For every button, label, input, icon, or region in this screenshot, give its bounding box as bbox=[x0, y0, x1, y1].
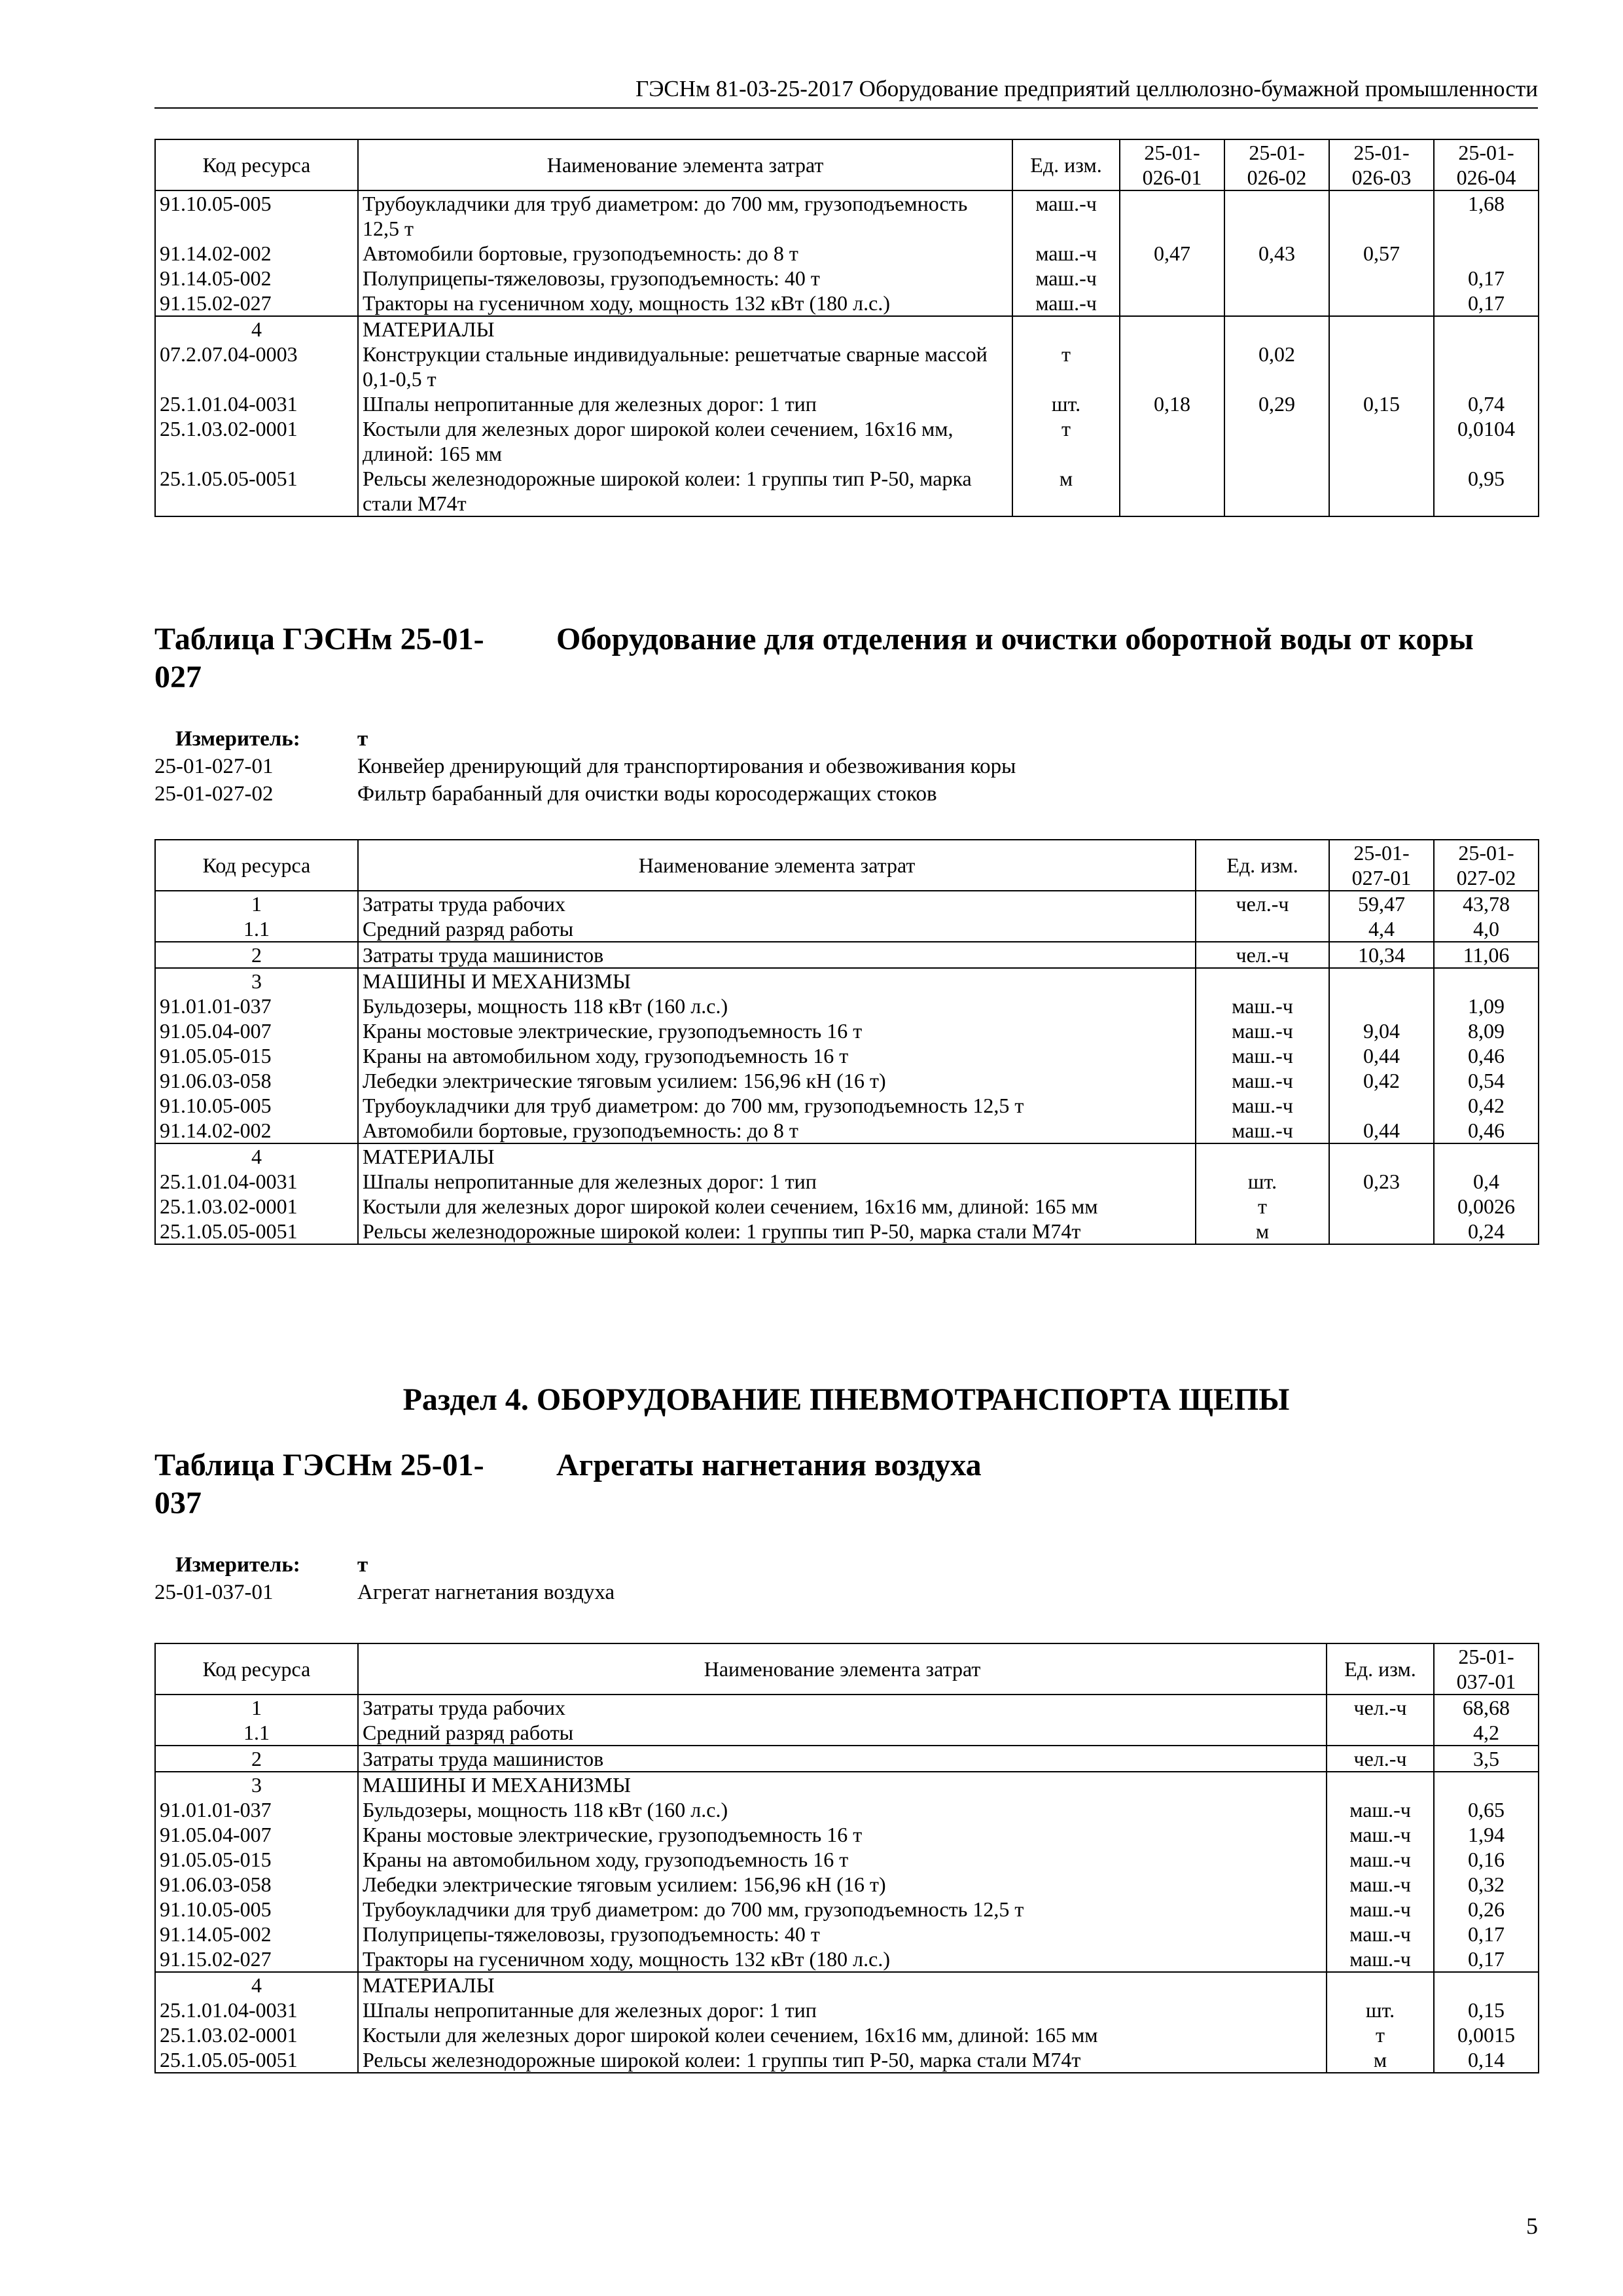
table-row bbox=[155, 1822, 1539, 1847]
norm-value: 0,26 bbox=[1434, 1897, 1539, 1922]
column-header-code: Код ресурса bbox=[155, 1643, 358, 1695]
norm-value: 0,24 bbox=[1434, 1219, 1539, 1244]
cost-element-name: Трубоукладчики для труб диаметром: до 700 мм, грузоподъемность 12,5 т bbox=[358, 1897, 1327, 1922]
norm-value: 0,0026 bbox=[1434, 1194, 1539, 1219]
cost-element-name: Рельсы железнодорожные широкой колеи: 1 группы тип Р-50, марка стали М74т bbox=[358, 1219, 1196, 1244]
cost-element-name: Тракторы на гусеничном ходу, мощность 132 кВт (180 л.с.) bbox=[358, 1946, 1327, 1972]
resource-code: 91.15.02-027 bbox=[155, 1946, 358, 1972]
unit-of-measure: т bbox=[1012, 416, 1120, 466]
resource-code: 4 bbox=[155, 1143, 358, 1169]
column-header-name: Наименование элемента затрат bbox=[358, 840, 1196, 891]
norm-value: 0,4 bbox=[1434, 1169, 1539, 1194]
unit-of-measure bbox=[1327, 1772, 1434, 1797]
resource-code: 91.14.02-002 bbox=[155, 1118, 358, 1143]
unit-of-measure: маш.-ч bbox=[1012, 291, 1120, 316]
norm-value bbox=[1224, 466, 1329, 516]
norm-value: 0,46 bbox=[1434, 1043, 1539, 1068]
table-row bbox=[155, 1922, 1539, 1946]
unit-of-measure: м bbox=[1196, 1219, 1329, 1244]
cost-element-name: Рельсы железнодорожные широкой колеи: 1 группы тип Р-50, марка стали М74т bbox=[358, 2047, 1327, 2073]
table-row bbox=[155, 291, 1539, 316]
meter-label: Измеритель: bbox=[175, 727, 300, 751]
norm-value: 0,47 bbox=[1120, 241, 1224, 266]
unit-of-measure bbox=[1327, 1720, 1434, 1746]
resource-code: 91.10.05-005 bbox=[155, 1093, 358, 1118]
norm-value: 0,54 bbox=[1434, 1068, 1539, 1093]
unit-of-measure: шт. bbox=[1012, 391, 1120, 416]
table-row bbox=[155, 1143, 1539, 1169]
resource-code: 25.1.01.04-0031 bbox=[155, 1998, 358, 2022]
unit-of-measure: маш.-ч bbox=[1327, 1872, 1434, 1897]
cost-element-name: Средний разряд работы bbox=[358, 1720, 1327, 1746]
cost-element-name: МАТЕРИАЛЫ bbox=[358, 1143, 1196, 1169]
norm-value bbox=[1434, 342, 1539, 391]
resource-code: 91.06.03-058 bbox=[155, 1872, 358, 1897]
resource-code: 4 bbox=[155, 316, 358, 342]
table-row bbox=[155, 1043, 1539, 1068]
norm-value bbox=[1329, 316, 1434, 342]
norm-value bbox=[1329, 416, 1434, 466]
resource-code: 91.14.05-002 bbox=[155, 266, 358, 291]
norm-value bbox=[1329, 291, 1434, 316]
unit-of-measure: маш.-ч bbox=[1012, 190, 1120, 241]
norm-value: 10,34 bbox=[1329, 942, 1434, 968]
cost-element-name: Затраты труда рабочих bbox=[358, 891, 1196, 916]
norm-value bbox=[1434, 968, 1539, 994]
unit-of-measure: чел.-ч bbox=[1327, 1746, 1434, 1772]
table-row bbox=[155, 916, 1539, 942]
cost-element-name: Костыли для железных дорог широкой колеи сечением, 16х16 мм, длиной: 165 мм bbox=[358, 1194, 1196, 1219]
unit-of-measure bbox=[1196, 916, 1329, 942]
column-header-unit: Ед. изм. bbox=[1327, 1643, 1434, 1695]
table-row bbox=[155, 1847, 1539, 1872]
norm-value: 0,32 bbox=[1434, 1872, 1539, 1897]
table-header-row bbox=[155, 1643, 1539, 1695]
table-row bbox=[155, 1797, 1539, 1822]
norm-value: 4,4 bbox=[1329, 916, 1434, 942]
table-row bbox=[155, 241, 1539, 266]
norm-value: 0,18 bbox=[1120, 391, 1224, 416]
norm-value bbox=[1329, 968, 1434, 994]
cost-element-name: Затраты труда машинистов bbox=[358, 1746, 1327, 1772]
unit-of-measure: маш.-ч bbox=[1012, 241, 1120, 266]
norm-value: 0,74 bbox=[1434, 391, 1539, 416]
norm-value: 0,95 bbox=[1434, 466, 1539, 516]
table-row bbox=[155, 2022, 1539, 2047]
norm-value: 3,5 bbox=[1434, 1746, 1539, 1772]
resource-code: 91.05.05-015 bbox=[155, 1847, 358, 1872]
column-header-name: Наименование элемента затрат bbox=[358, 1643, 1327, 1695]
table-row bbox=[155, 1194, 1539, 1219]
column-header-estimate: 25-01- 027-01 bbox=[1329, 840, 1434, 891]
table-027-title-left: Таблица ГЭСНм 25-01-027 bbox=[154, 622, 484, 694]
column-header-estimate: 25-01- 037-01 bbox=[1434, 1643, 1539, 1695]
cost-element-name: Бульдозеры, мощность 118 кВт (160 л.с.) bbox=[358, 994, 1196, 1018]
unit-of-measure: т bbox=[1196, 1194, 1329, 1219]
table-row bbox=[155, 968, 1539, 994]
cost-element-name: Автомобили бортовые, грузоподъемность: до 8 т bbox=[358, 1118, 1196, 1143]
resource-code: 91.14.02-002 bbox=[155, 241, 358, 266]
norm-value bbox=[1434, 1972, 1539, 1998]
norm-value bbox=[1434, 1772, 1539, 1797]
table-header-row bbox=[155, 139, 1539, 190]
resource-code: 4 bbox=[155, 1972, 358, 1998]
column-header-unit: Ед. изм. bbox=[1012, 139, 1120, 190]
norm-value: 0,46 bbox=[1434, 1118, 1539, 1143]
norm-value: 0,16 bbox=[1434, 1847, 1539, 1872]
norm-value: 0,29 bbox=[1224, 391, 1329, 416]
table-027-meter-block bbox=[154, 725, 1016, 808]
column-header-estimate: 25-01- 026-02 bbox=[1224, 139, 1329, 190]
table-row bbox=[155, 416, 1539, 466]
unit-of-measure: маш.-ч bbox=[1327, 1946, 1434, 1972]
unit-of-measure: маш.-ч bbox=[1196, 994, 1329, 1018]
page-header: ГЭСНм 81-03-25-2017 Оборудование предприятий целлюлозно-бумажной промышленности bbox=[154, 73, 1538, 109]
norm-value bbox=[1120, 291, 1224, 316]
resource-code: 1 bbox=[155, 891, 358, 916]
norm-value: 0,0104 bbox=[1434, 416, 1539, 466]
cost-element-name: Бульдозеры, мощность 118 кВт (160 л.с.) bbox=[358, 1797, 1327, 1822]
unit-of-measure bbox=[1327, 1972, 1434, 1998]
meter-value: т bbox=[357, 727, 368, 751]
meter-value: т bbox=[357, 1553, 368, 1577]
table-row bbox=[155, 1746, 1539, 1772]
cost-element-name: Шпалы непропитанные для железных дорог: 1 тип bbox=[358, 391, 1012, 416]
item-text: Фильтр барабанный для очистки воды короcодержащих стоков bbox=[357, 782, 937, 806]
table-row bbox=[155, 1998, 1539, 2022]
cost-element-name: Костыли для железных дорог широкой колеи сечением, 16х16 мм, длиной: 165 мм bbox=[358, 2022, 1327, 2047]
unit-of-measure: маш.-ч bbox=[1196, 1018, 1329, 1043]
column-header-estimate: 25-01- 026-01 bbox=[1120, 139, 1224, 190]
unit-of-measure: маш.-ч bbox=[1327, 1797, 1434, 1822]
resource-code: 91.10.05-005 bbox=[155, 1897, 358, 1922]
cost-element-name: Средний разряд работы bbox=[358, 916, 1196, 942]
table-row bbox=[155, 1169, 1539, 1194]
table-header-row bbox=[155, 840, 1539, 891]
page-number: 5 bbox=[1526, 2213, 1538, 2239]
table-row bbox=[155, 1946, 1539, 1972]
norm-value: 1,68 bbox=[1434, 190, 1539, 241]
unit-of-measure: чел.-ч bbox=[1196, 891, 1329, 916]
unit-of-measure: чел.-ч bbox=[1327, 1695, 1434, 1720]
resource-code: 91.01.01-037 bbox=[155, 994, 358, 1018]
unit-of-measure: маш.-ч bbox=[1327, 1897, 1434, 1922]
cost-element-name: Краны на автомобильном ходу, грузоподъемность 16 т bbox=[358, 1043, 1196, 1068]
table-027-title-right: Оборудование для отделения и очистки оборотной воды от коры bbox=[556, 622, 1474, 656]
norm-value bbox=[1329, 1194, 1434, 1219]
norm-value bbox=[1120, 190, 1224, 241]
table-row bbox=[155, 190, 1539, 241]
resource-code: 91.14.05-002 bbox=[155, 1922, 358, 1946]
norm-value: 0,02 bbox=[1224, 342, 1329, 391]
unit-of-measure: маш.-ч bbox=[1327, 1922, 1434, 1946]
unit-of-measure: маш.-ч bbox=[1196, 1043, 1329, 1068]
cost-element-name: Лебедки электрические тяговым усилием: 156,96 кН (16 т) bbox=[358, 1068, 1196, 1093]
cost-element-name: Затраты труда машинистов bbox=[358, 942, 1196, 968]
norm-value bbox=[1224, 416, 1329, 466]
norm-value: 4,2 bbox=[1434, 1720, 1539, 1746]
resource-code: 25.1.01.04-0031 bbox=[155, 391, 358, 416]
resource-code: 91.05.05-015 bbox=[155, 1043, 358, 1068]
resource-code: 3 bbox=[155, 968, 358, 994]
norm-value bbox=[1120, 342, 1224, 391]
resource-table-026-continued bbox=[154, 139, 1539, 517]
norm-value bbox=[1434, 316, 1539, 342]
resource-code: 25.1.05.05-0051 bbox=[155, 2047, 358, 2073]
unit-of-measure: маш.-ч bbox=[1196, 1068, 1329, 1093]
unit-of-measure: маш.-ч bbox=[1196, 1118, 1329, 1143]
table-row bbox=[155, 1219, 1539, 1244]
column-header-code: Код ресурса bbox=[155, 139, 358, 190]
table-row bbox=[155, 466, 1539, 516]
norm-value: 68,68 bbox=[1434, 1695, 1539, 1720]
column-header-estimate: 25-01- 027-02 bbox=[1434, 840, 1539, 891]
norm-value bbox=[1224, 266, 1329, 291]
unit-of-measure: шт. bbox=[1196, 1169, 1329, 1194]
item-code: 25-01-027-02 bbox=[154, 782, 274, 806]
unit-of-measure: маш.-ч bbox=[1012, 266, 1120, 291]
norm-value: 0,57 bbox=[1329, 241, 1434, 266]
column-header-estimate: 25-01- 026-03 bbox=[1329, 139, 1434, 190]
cost-element-name: Автомобили бортовые, грузоподъемность: до 8 т bbox=[358, 241, 1012, 266]
norm-value bbox=[1329, 466, 1434, 516]
unit-of-measure: чел.-ч bbox=[1196, 942, 1329, 968]
norm-value: 8,09 bbox=[1434, 1018, 1539, 1043]
column-header-code: Код ресурса bbox=[155, 840, 358, 891]
table-row bbox=[155, 891, 1539, 916]
cost-element-name: МАШИНЫ И МЕХАНИЗМЫ bbox=[358, 1772, 1327, 1797]
column-header-estimate: 25-01- 026-04 bbox=[1434, 139, 1539, 190]
table-row bbox=[155, 1872, 1539, 1897]
unit-of-measure: маш.-ч bbox=[1327, 1822, 1434, 1847]
norm-value bbox=[1120, 466, 1224, 516]
cost-element-name: Полуприцепы-тяжеловозы, грузоподъемность: 40 т bbox=[358, 266, 1012, 291]
resource-code: 91.05.04-007 bbox=[155, 1822, 358, 1847]
cost-element-name: Трубоукладчики для труб диаметром: до 700 мм, грузоподъемность 12,5 т bbox=[358, 1093, 1196, 1118]
norm-value: 0,65 bbox=[1434, 1797, 1539, 1822]
norm-value: 0,14 bbox=[1434, 2047, 1539, 2073]
unit-of-measure: м bbox=[1012, 466, 1120, 516]
resource-code: 2 bbox=[155, 1746, 358, 1772]
norm-value bbox=[1224, 291, 1329, 316]
table-row bbox=[155, 1720, 1539, 1746]
table-037-meter-block bbox=[154, 1551, 615, 1606]
cost-element-name: Костыли для железных дорог широкой колеи сечением, 16х16 мм, длиной: 165 мм bbox=[358, 416, 1012, 466]
table-row bbox=[155, 342, 1539, 391]
cost-element-name: МАТЕРИАЛЫ bbox=[358, 1972, 1327, 1998]
resource-code: 91.01.01-037 bbox=[155, 1797, 358, 1822]
norm-value: 1,94 bbox=[1434, 1822, 1539, 1847]
norm-value bbox=[1329, 1219, 1434, 1244]
norm-value: 1,09 bbox=[1434, 994, 1539, 1018]
table-row bbox=[155, 316, 1539, 342]
table-row bbox=[155, 391, 1539, 416]
norm-value bbox=[1120, 316, 1224, 342]
cost-element-name: МАШИНЫ И МЕХАНИЗМЫ bbox=[358, 968, 1196, 994]
column-header-unit: Ед. изм. bbox=[1196, 840, 1329, 891]
table-row bbox=[155, 1118, 1539, 1143]
unit-of-measure bbox=[1196, 1143, 1329, 1169]
table-037-title-left: Таблица ГЭСНм 25-01-037 bbox=[154, 1448, 484, 1520]
norm-value bbox=[1329, 994, 1434, 1018]
norm-value bbox=[1224, 190, 1329, 241]
norm-value: 4,0 bbox=[1434, 916, 1539, 942]
cost-element-name: Трубоукладчики для труб диаметром: до 700 мм, грузоподъемность 12,5 т bbox=[358, 190, 1012, 241]
norm-value: 0,42 bbox=[1434, 1093, 1539, 1118]
unit-of-measure bbox=[1012, 316, 1120, 342]
meter-label: Измеритель: bbox=[175, 1553, 300, 1577]
unit-of-measure: маш.-ч bbox=[1327, 1847, 1434, 1872]
unit-of-measure bbox=[1196, 968, 1329, 994]
norm-value: 0,0015 bbox=[1434, 2022, 1539, 2047]
norm-value bbox=[1329, 342, 1434, 391]
norm-value bbox=[1224, 316, 1329, 342]
cost-element-name: Шпалы непропитанные для железных дорог: 1 тип bbox=[358, 1998, 1327, 2022]
resource-code: 1.1 bbox=[155, 1720, 358, 1746]
norm-value: 0,42 bbox=[1329, 1068, 1434, 1093]
table-row bbox=[155, 994, 1539, 1018]
unit-of-measure: маш.-ч bbox=[1196, 1093, 1329, 1118]
section-4-heading: Раздел 4. ОБОРУДОВАНИЕ ПНЕВМОТРАНСПОРТА ЩЕПЫ bbox=[402, 1382, 1290, 1417]
norm-value bbox=[1329, 1143, 1434, 1169]
norm-value bbox=[1329, 266, 1434, 291]
table-row bbox=[155, 1695, 1539, 1720]
cost-element-name: Конструкции стальные индивидуальные: решетчатые сварные массой 0,1-0,5 т bbox=[358, 342, 1012, 391]
norm-value: 0,17 bbox=[1434, 1922, 1539, 1946]
resource-code: 07.2.07.04-0003 bbox=[155, 342, 358, 391]
norm-value: 0,17 bbox=[1434, 291, 1539, 316]
unit-of-measure: т bbox=[1012, 342, 1120, 391]
resource-table-037 bbox=[154, 1643, 1539, 2073]
resource-code: 3 bbox=[155, 1772, 358, 1797]
cost-element-name: Рельсы железнодорожные широкой колеи: 1 группы тип Р-50, марка стали М74т bbox=[358, 466, 1012, 516]
norm-value: 0,43 bbox=[1224, 241, 1329, 266]
resource-code: 91.10.05-005 bbox=[155, 190, 358, 241]
norm-value: 0,17 bbox=[1434, 266, 1539, 291]
norm-value: 0,17 bbox=[1434, 1946, 1539, 1972]
unit-of-measure: м bbox=[1327, 2047, 1434, 2073]
resource-code: 25.1.05.05-0051 bbox=[155, 466, 358, 516]
resource-code: 25.1.03.02-0001 bbox=[155, 416, 358, 466]
resource-table-027 bbox=[154, 839, 1539, 1245]
norm-value: 0,44 bbox=[1329, 1118, 1434, 1143]
table-row bbox=[155, 1897, 1539, 1922]
cost-element-name: МАТЕРИАЛЫ bbox=[358, 316, 1012, 342]
unit-of-measure: шт. bbox=[1327, 1998, 1434, 2022]
table-row bbox=[155, 266, 1539, 291]
norm-value bbox=[1329, 1093, 1434, 1118]
norm-value: 43,78 bbox=[1434, 891, 1539, 916]
cost-element-name: Краны на автомобильном ходу, грузоподъемность 16 т bbox=[358, 1847, 1327, 1872]
cost-element-name: Шпалы непропитанные для железных дорог: 1 тип bbox=[358, 1169, 1196, 1194]
cost-element-name: Затраты труда рабочих bbox=[358, 1695, 1327, 1720]
cost-element-name: Краны мостовые электрические, грузоподъемность 16 т bbox=[358, 1822, 1327, 1847]
table-row bbox=[155, 1093, 1539, 1118]
item-code: 25-01-037-01 bbox=[154, 1581, 274, 1604]
norm-value: 0,23 bbox=[1329, 1169, 1434, 1194]
norm-value: 11,06 bbox=[1434, 942, 1539, 968]
table-row bbox=[155, 1772, 1539, 1797]
norm-value bbox=[1120, 266, 1224, 291]
norm-value: 0,15 bbox=[1329, 391, 1434, 416]
norm-value: 59,47 bbox=[1329, 891, 1434, 916]
item-text: Агрегат нагнетания воздуха bbox=[357, 1581, 615, 1604]
norm-value bbox=[1434, 241, 1539, 266]
item-text: Конвейер дренирующий для транспортирования и обезвоживания коры bbox=[357, 755, 1016, 778]
table-row bbox=[155, 1018, 1539, 1043]
resource-code: 25.1.01.04-0031 bbox=[155, 1169, 358, 1194]
item-code: 25-01-027-01 bbox=[154, 755, 274, 778]
column-header-name: Наименование элемента затрат bbox=[358, 139, 1012, 190]
resource-code: 25.1.05.05-0051 bbox=[155, 1219, 358, 1244]
table-037-title-right: Агрегаты нагнетания воздуха bbox=[556, 1448, 982, 1482]
resource-code: 91.06.03-058 bbox=[155, 1068, 358, 1093]
resource-code: 91.05.04-007 bbox=[155, 1018, 358, 1043]
norm-value bbox=[1120, 416, 1224, 466]
resource-code: 2 bbox=[155, 942, 358, 968]
cost-element-name: Тракторы на гусеничном ходу, мощность 132 кВт (180 л.с.) bbox=[358, 291, 1012, 316]
table-row bbox=[155, 2047, 1539, 2073]
resource-code: 25.1.03.02-0001 bbox=[155, 1194, 358, 1219]
resource-code: 1 bbox=[155, 1695, 358, 1720]
cost-element-name: Лебедки электрические тяговым усилием: 156,96 кН (16 т) bbox=[358, 1872, 1327, 1897]
norm-value: 9,04 bbox=[1329, 1018, 1434, 1043]
unit-of-measure: т bbox=[1327, 2022, 1434, 2047]
norm-value: 0,44 bbox=[1329, 1043, 1434, 1068]
table-row bbox=[155, 942, 1539, 968]
cost-element-name: Краны мостовые электрические, грузоподъемность 16 т bbox=[358, 1018, 1196, 1043]
table-row bbox=[155, 1972, 1539, 1998]
norm-value bbox=[1329, 190, 1434, 241]
table-row bbox=[155, 1068, 1539, 1093]
cost-element-name: Полуприцепы-тяжеловозы, грузоподъемность: 40 т bbox=[358, 1922, 1327, 1946]
resource-code: 91.15.02-027 bbox=[155, 291, 358, 316]
norm-value: 0,15 bbox=[1434, 1998, 1539, 2022]
resource-code: 25.1.03.02-0001 bbox=[155, 2022, 358, 2047]
norm-value bbox=[1434, 1143, 1539, 1169]
resource-code: 1.1 bbox=[155, 916, 358, 942]
